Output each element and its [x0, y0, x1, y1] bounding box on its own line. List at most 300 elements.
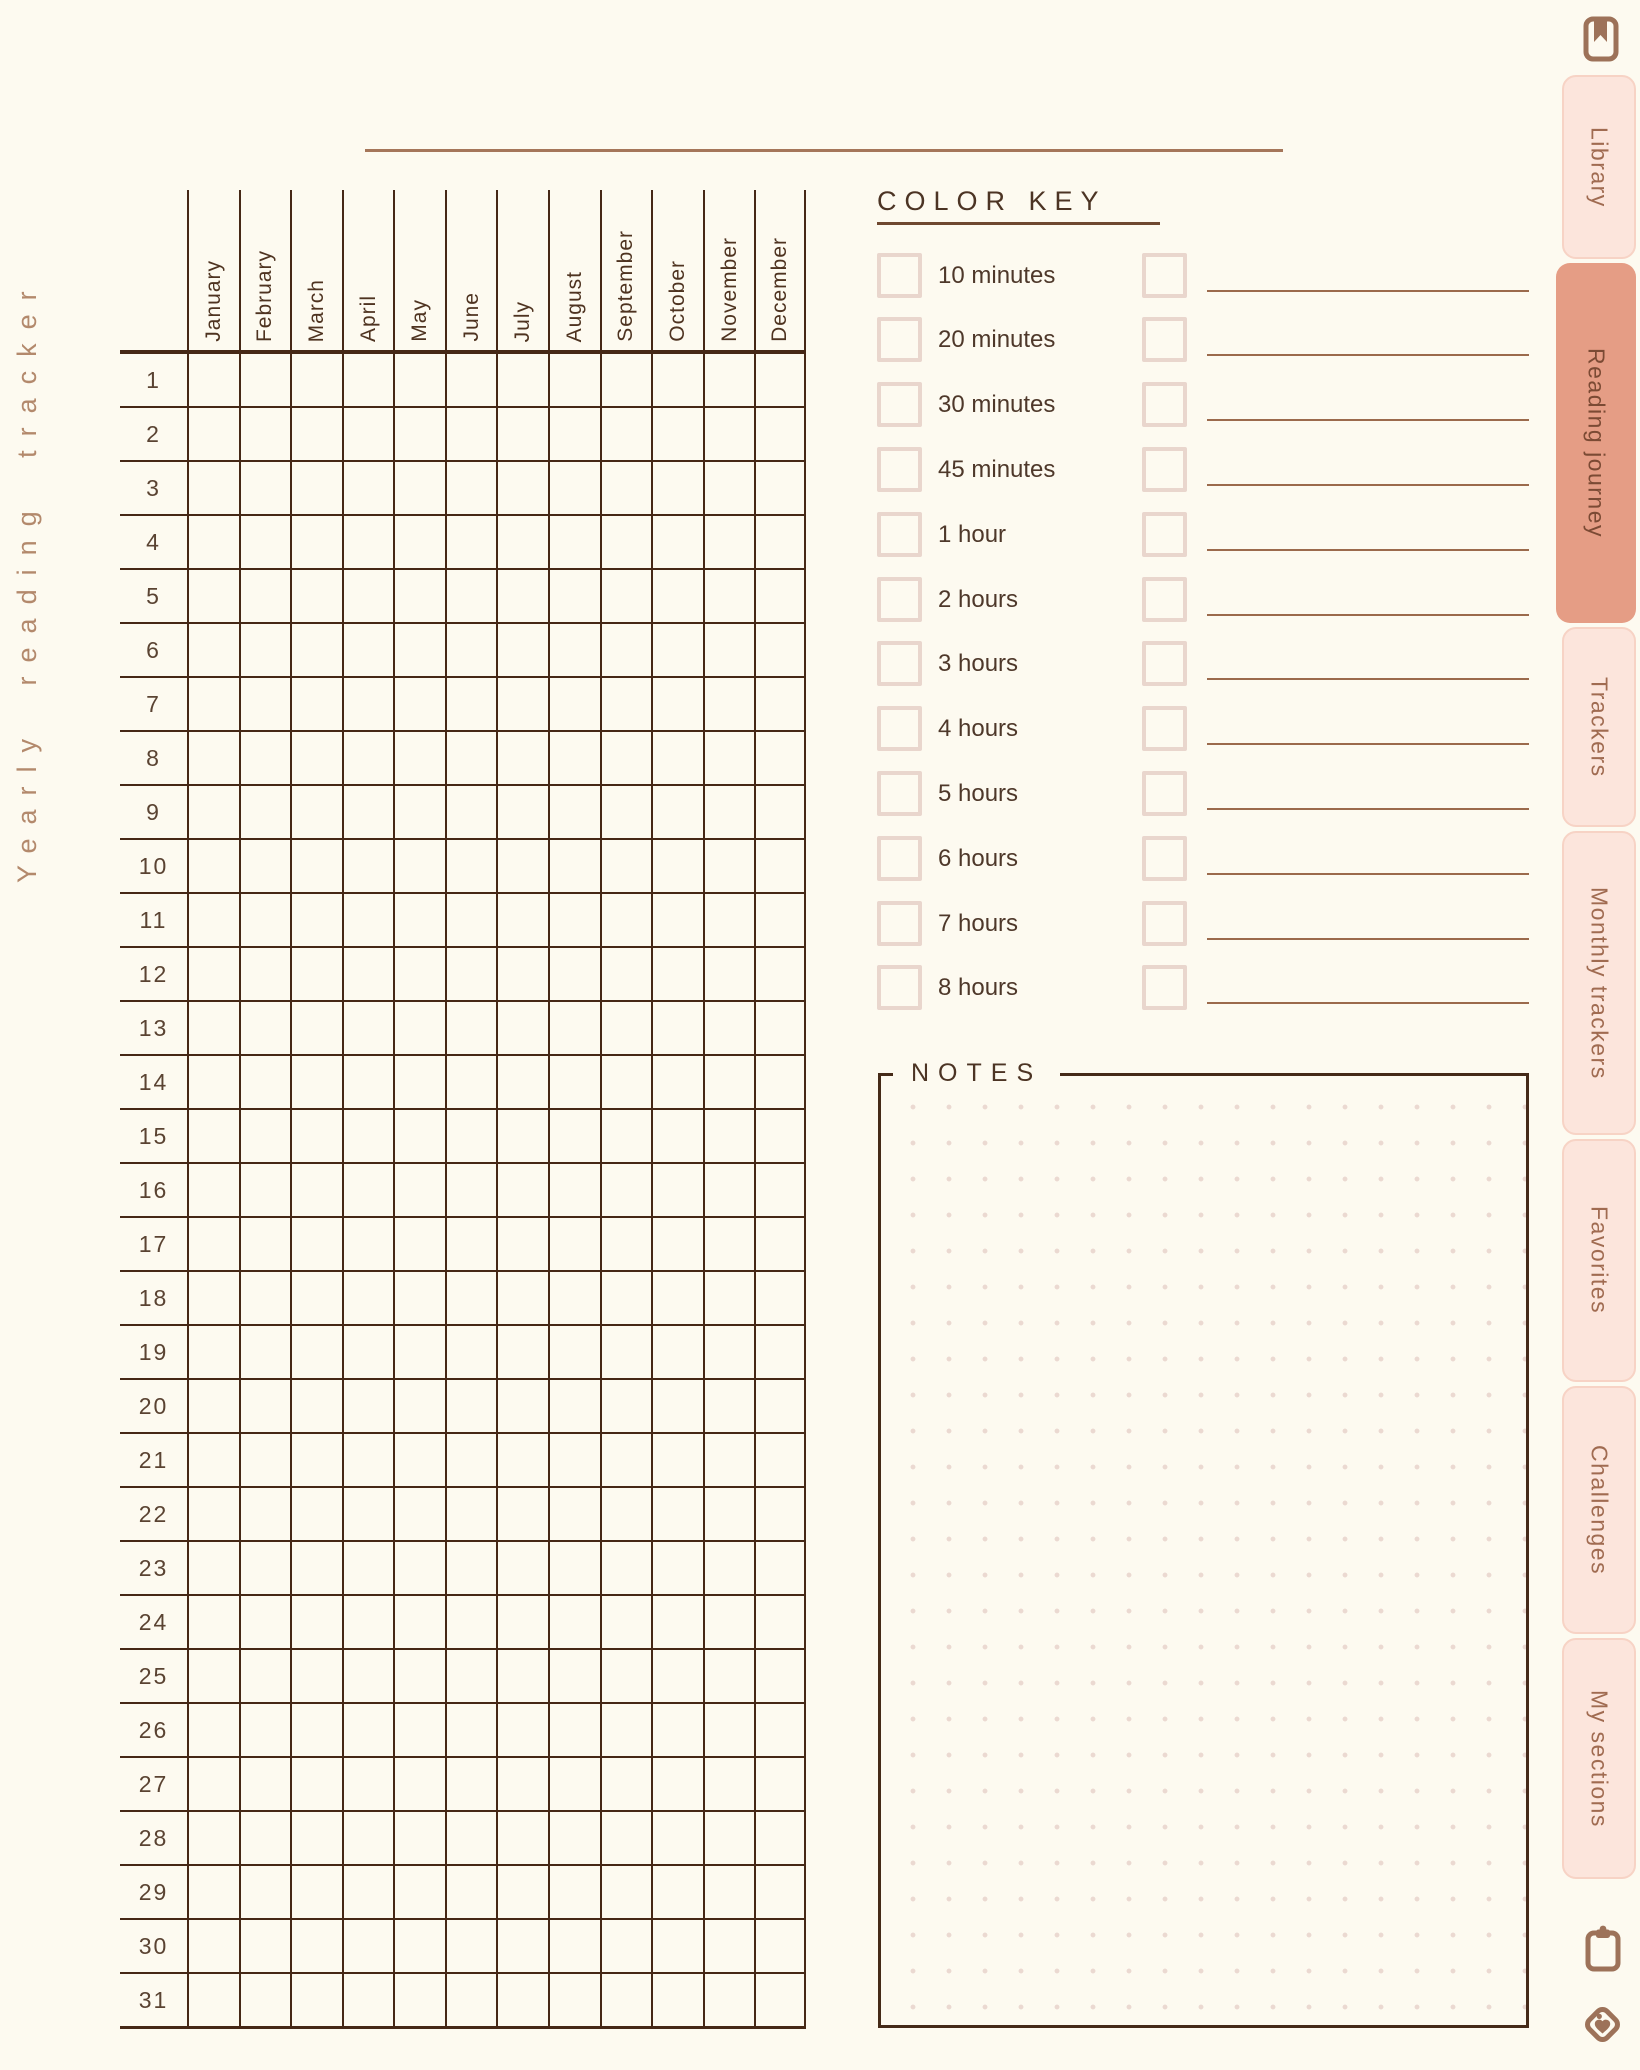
tracker-cell-january-13[interactable]: [187, 1002, 239, 1054]
tracker-cell-september-26[interactable]: [600, 1704, 652, 1756]
tracker-cell-december-5[interactable]: [754, 570, 806, 622]
tracker-cell-november-14[interactable]: [703, 1056, 755, 1108]
tracker-cell-september-8[interactable]: [600, 732, 652, 784]
tracker-cell-march-8[interactable]: [290, 732, 342, 784]
tracker-cell-april-12[interactable]: [342, 948, 394, 1000]
tracker-cell-december-14[interactable]: [754, 1056, 806, 1108]
tracker-cell-march-31[interactable]: [290, 1974, 342, 2026]
tracker-cell-february-19[interactable]: [239, 1326, 291, 1378]
tracker-cell-december-30[interactable]: [754, 1920, 806, 1972]
tracker-cell-may-27[interactable]: [393, 1758, 445, 1810]
tracker-cell-february-10[interactable]: [239, 840, 291, 892]
tracker-cell-december-8[interactable]: [754, 732, 806, 784]
tracker-cell-october-5[interactable]: [651, 570, 703, 622]
tracker-cell-may-10[interactable]: [393, 840, 445, 892]
tracker-cell-august-23[interactable]: [548, 1542, 600, 1594]
tracker-cell-april-13[interactable]: [342, 1002, 394, 1054]
tracker-cell-october-27[interactable]: [651, 1758, 703, 1810]
color-key-custom-checkbox[interactable]: [1142, 253, 1187, 298]
tracker-cell-october-9[interactable]: [651, 786, 703, 838]
tracker-cell-december-18[interactable]: [754, 1272, 806, 1324]
tracker-cell-december-13[interactable]: [754, 1002, 806, 1054]
tracker-cell-february-31[interactable]: [239, 1974, 291, 2026]
tracker-cell-december-11[interactable]: [754, 894, 806, 946]
tracker-cell-july-3[interactable]: [496, 462, 548, 514]
tracker-cell-october-24[interactable]: [651, 1596, 703, 1648]
tracker-cell-september-21[interactable]: [600, 1434, 652, 1486]
tracker-cell-april-4[interactable]: [342, 516, 394, 568]
tracker-cell-february-17[interactable]: [239, 1218, 291, 1270]
tracker-cell-june-16[interactable]: [445, 1164, 497, 1216]
tracker-cell-august-3[interactable]: [548, 462, 600, 514]
tracker-cell-august-7[interactable]: [548, 678, 600, 730]
tracker-cell-march-13[interactable]: [290, 1002, 342, 1054]
tracker-cell-april-18[interactable]: [342, 1272, 394, 1324]
tracker-cell-july-14[interactable]: [496, 1056, 548, 1108]
tracker-cell-august-6[interactable]: [548, 624, 600, 676]
tracker-cell-june-14[interactable]: [445, 1056, 497, 1108]
tracker-cell-february-13[interactable]: [239, 1002, 291, 1054]
tracker-cell-march-21[interactable]: [290, 1434, 342, 1486]
tracker-cell-april-29[interactable]: [342, 1866, 394, 1918]
tracker-cell-january-16[interactable]: [187, 1164, 239, 1216]
tracker-cell-april-20[interactable]: [342, 1380, 394, 1432]
tracker-cell-september-15[interactable]: [600, 1110, 652, 1162]
tracker-cell-january-18[interactable]: [187, 1272, 239, 1324]
tracker-cell-july-29[interactable]: [496, 1866, 548, 1918]
tracker-cell-january-5[interactable]: [187, 570, 239, 622]
tracker-cell-december-15[interactable]: [754, 1110, 806, 1162]
tracker-cell-november-15[interactable]: [703, 1110, 755, 1162]
tracker-cell-may-20[interactable]: [393, 1380, 445, 1432]
tracker-cell-february-11[interactable]: [239, 894, 291, 946]
tracker-cell-december-12[interactable]: [754, 948, 806, 1000]
color-key-custom-checkbox[interactable]: [1142, 512, 1187, 557]
color-key-write-in-line[interactable]: [1207, 354, 1529, 356]
color-key-custom-checkbox[interactable]: [1142, 706, 1187, 751]
tag-heart-icon[interactable]: [1578, 2000, 1627, 2049]
tracker-cell-october-18[interactable]: [651, 1272, 703, 1324]
tracker-cell-november-17[interactable]: [703, 1218, 755, 1270]
tracker-cell-november-7[interactable]: [703, 678, 755, 730]
tracker-cell-march-24[interactable]: [290, 1596, 342, 1648]
tracker-cell-may-9[interactable]: [393, 786, 445, 838]
color-key-write-in-line[interactable]: [1207, 678, 1529, 680]
tracker-cell-september-25[interactable]: [600, 1650, 652, 1702]
tracker-cell-september-2[interactable]: [600, 408, 652, 460]
tracker-cell-august-28[interactable]: [548, 1812, 600, 1864]
tracker-cell-january-29[interactable]: [187, 1866, 239, 1918]
tracker-cell-december-23[interactable]: [754, 1542, 806, 1594]
tracker-cell-november-23[interactable]: [703, 1542, 755, 1594]
tracker-cell-march-3[interactable]: [290, 462, 342, 514]
tracker-cell-november-4[interactable]: [703, 516, 755, 568]
tracker-cell-december-21[interactable]: [754, 1434, 806, 1486]
tracker-cell-october-22[interactable]: [651, 1488, 703, 1540]
tracker-cell-november-21[interactable]: [703, 1434, 755, 1486]
tracker-cell-february-18[interactable]: [239, 1272, 291, 1324]
tracker-cell-july-18[interactable]: [496, 1272, 548, 1324]
tracker-cell-october-12[interactable]: [651, 948, 703, 1000]
tracker-cell-august-14[interactable]: [548, 1056, 600, 1108]
tracker-cell-april-24[interactable]: [342, 1596, 394, 1648]
color-key-write-in-line[interactable]: [1207, 614, 1529, 616]
tracker-cell-june-15[interactable]: [445, 1110, 497, 1162]
tracker-cell-september-23[interactable]: [600, 1542, 652, 1594]
tracker-cell-april-26[interactable]: [342, 1704, 394, 1756]
tracker-cell-august-26[interactable]: [548, 1704, 600, 1756]
tracker-cell-february-22[interactable]: [239, 1488, 291, 1540]
tracker-cell-november-24[interactable]: [703, 1596, 755, 1648]
tracker-cell-december-28[interactable]: [754, 1812, 806, 1864]
color-key-checkbox[interactable]: [877, 253, 922, 298]
tracker-cell-february-23[interactable]: [239, 1542, 291, 1594]
tracker-cell-october-28[interactable]: [651, 1812, 703, 1864]
tracker-cell-may-11[interactable]: [393, 894, 445, 946]
tracker-cell-november-12[interactable]: [703, 948, 755, 1000]
tracker-cell-may-12[interactable]: [393, 948, 445, 1000]
tab-my-sections[interactable]: [1562, 1638, 1636, 1879]
tracker-cell-may-14[interactable]: [393, 1056, 445, 1108]
tracker-cell-june-31[interactable]: [445, 1974, 497, 2026]
tracker-cell-april-11[interactable]: [342, 894, 394, 946]
color-key-checkbox[interactable]: [877, 447, 922, 492]
tracker-cell-march-1[interactable]: [290, 354, 342, 406]
tracker-cell-february-6[interactable]: [239, 624, 291, 676]
tracker-cell-january-27[interactable]: [187, 1758, 239, 1810]
tracker-cell-december-10[interactable]: [754, 840, 806, 892]
color-key-checkbox[interactable]: [877, 577, 922, 622]
tracker-cell-july-13[interactable]: [496, 1002, 548, 1054]
tracker-cell-july-16[interactable]: [496, 1164, 548, 1216]
tracker-cell-april-22[interactable]: [342, 1488, 394, 1540]
tracker-cell-may-24[interactable]: [393, 1596, 445, 1648]
tracker-cell-july-17[interactable]: [496, 1218, 548, 1270]
tracker-cell-july-15[interactable]: [496, 1110, 548, 1162]
tracker-cell-march-22[interactable]: [290, 1488, 342, 1540]
tracker-cell-november-28[interactable]: [703, 1812, 755, 1864]
tracker-cell-june-11[interactable]: [445, 894, 497, 946]
tracker-cell-april-14[interactable]: [342, 1056, 394, 1108]
tracker-cell-february-14[interactable]: [239, 1056, 291, 1108]
tracker-cell-november-19[interactable]: [703, 1326, 755, 1378]
tracker-cell-july-31[interactable]: [496, 1974, 548, 2026]
tracker-cell-september-11[interactable]: [600, 894, 652, 946]
tracker-cell-june-13[interactable]: [445, 1002, 497, 1054]
tracker-cell-october-31[interactable]: [651, 1974, 703, 2026]
tracker-cell-july-25[interactable]: [496, 1650, 548, 1702]
tracker-cell-july-2[interactable]: [496, 408, 548, 460]
color-key-checkbox[interactable]: [877, 706, 922, 751]
tracker-cell-september-7[interactable]: [600, 678, 652, 730]
tracker-cell-august-15[interactable]: [548, 1110, 600, 1162]
tracker-cell-april-6[interactable]: [342, 624, 394, 676]
tracker-cell-august-4[interactable]: [548, 516, 600, 568]
tracker-cell-september-24[interactable]: [600, 1596, 652, 1648]
tracker-cell-october-17[interactable]: [651, 1218, 703, 1270]
color-key-write-in-line[interactable]: [1207, 484, 1529, 486]
tracker-cell-april-15[interactable]: [342, 1110, 394, 1162]
tracker-cell-november-10[interactable]: [703, 840, 755, 892]
tracker-cell-april-10[interactable]: [342, 840, 394, 892]
tracker-cell-october-11[interactable]: [651, 894, 703, 946]
color-key-checkbox[interactable]: [877, 965, 922, 1010]
tracker-cell-february-15[interactable]: [239, 1110, 291, 1162]
tracker-cell-november-30[interactable]: [703, 1920, 755, 1972]
tracker-cell-april-27[interactable]: [342, 1758, 394, 1810]
tracker-cell-january-21[interactable]: [187, 1434, 239, 1486]
tracker-cell-july-28[interactable]: [496, 1812, 548, 1864]
tracker-cell-june-4[interactable]: [445, 516, 497, 568]
tracker-cell-may-8[interactable]: [393, 732, 445, 784]
tracker-cell-january-28[interactable]: [187, 1812, 239, 1864]
tracker-cell-september-12[interactable]: [600, 948, 652, 1000]
color-key-write-in-line[interactable]: [1207, 808, 1529, 810]
tracker-cell-february-27[interactable]: [239, 1758, 291, 1810]
tracker-cell-may-29[interactable]: [393, 1866, 445, 1918]
tracker-cell-june-6[interactable]: [445, 624, 497, 676]
tracker-cell-may-17[interactable]: [393, 1218, 445, 1270]
tracker-cell-march-25[interactable]: [290, 1650, 342, 1702]
color-key-checkbox[interactable]: [877, 901, 922, 946]
color-key-checkbox[interactable]: [877, 317, 922, 362]
color-key-write-in-line[interactable]: [1207, 873, 1529, 875]
tracker-cell-march-15[interactable]: [290, 1110, 342, 1162]
tracker-cell-may-30[interactable]: [393, 1920, 445, 1972]
tracker-cell-september-31[interactable]: [600, 1974, 652, 2026]
tracker-cell-september-16[interactable]: [600, 1164, 652, 1216]
tracker-cell-july-23[interactable]: [496, 1542, 548, 1594]
tracker-cell-october-19[interactable]: [651, 1326, 703, 1378]
tracker-cell-december-29[interactable]: [754, 1866, 806, 1918]
tracker-cell-january-26[interactable]: [187, 1704, 239, 1756]
tab-reading-journey[interactable]: [1556, 263, 1636, 623]
tracker-cell-february-26[interactable]: [239, 1704, 291, 1756]
tracker-cell-july-7[interactable]: [496, 678, 548, 730]
color-key-checkbox[interactable]: [877, 836, 922, 881]
tracker-cell-may-6[interactable]: [393, 624, 445, 676]
tracker-cell-march-27[interactable]: [290, 1758, 342, 1810]
tracker-cell-august-9[interactable]: [548, 786, 600, 838]
tracker-cell-november-5[interactable]: [703, 570, 755, 622]
tracker-cell-april-31[interactable]: [342, 1974, 394, 2026]
tracker-cell-march-29[interactable]: [290, 1866, 342, 1918]
tracker-cell-january-30[interactable]: [187, 1920, 239, 1972]
color-key-custom-checkbox[interactable]: [1142, 577, 1187, 622]
tracker-cell-september-5[interactable]: [600, 570, 652, 622]
tracker-cell-november-9[interactable]: [703, 786, 755, 838]
tracker-cell-august-12[interactable]: [548, 948, 600, 1000]
tracker-cell-july-5[interactable]: [496, 570, 548, 622]
tracker-cell-october-2[interactable]: [651, 408, 703, 460]
tracker-cell-april-23[interactable]: [342, 1542, 394, 1594]
tracker-cell-june-2[interactable]: [445, 408, 497, 460]
tracker-cell-september-18[interactable]: [600, 1272, 652, 1324]
tracker-cell-january-9[interactable]: [187, 786, 239, 838]
tracker-cell-january-20[interactable]: [187, 1380, 239, 1432]
tracker-cell-june-21[interactable]: [445, 1434, 497, 1486]
color-key-custom-checkbox[interactable]: [1142, 901, 1187, 946]
tracker-cell-november-16[interactable]: [703, 1164, 755, 1216]
tracker-cell-november-31[interactable]: [703, 1974, 755, 2026]
tracker-cell-january-2[interactable]: [187, 408, 239, 460]
tracker-cell-september-14[interactable]: [600, 1056, 652, 1108]
tracker-cell-october-20[interactable]: [651, 1380, 703, 1432]
tracker-cell-march-30[interactable]: [290, 1920, 342, 1972]
tracker-cell-june-20[interactable]: [445, 1380, 497, 1432]
tracker-cell-october-29[interactable]: [651, 1866, 703, 1918]
tracker-cell-april-7[interactable]: [342, 678, 394, 730]
tracker-cell-march-18[interactable]: [290, 1272, 342, 1324]
tracker-cell-october-1[interactable]: [651, 354, 703, 406]
tracker-cell-june-22[interactable]: [445, 1488, 497, 1540]
tracker-cell-october-15[interactable]: [651, 1110, 703, 1162]
tracker-cell-march-6[interactable]: [290, 624, 342, 676]
tracker-cell-july-21[interactable]: [496, 1434, 548, 1486]
tracker-cell-november-22[interactable]: [703, 1488, 755, 1540]
tracker-cell-december-4[interactable]: [754, 516, 806, 568]
tracker-cell-january-8[interactable]: [187, 732, 239, 784]
tab-library[interactable]: [1562, 75, 1636, 259]
tracker-cell-february-4[interactable]: [239, 516, 291, 568]
tracker-cell-october-3[interactable]: [651, 462, 703, 514]
tracker-cell-april-19[interactable]: [342, 1326, 394, 1378]
tracker-cell-october-25[interactable]: [651, 1650, 703, 1702]
tracker-cell-may-2[interactable]: [393, 408, 445, 460]
tracker-cell-july-19[interactable]: [496, 1326, 548, 1378]
color-key-custom-checkbox[interactable]: [1142, 382, 1187, 427]
tracker-cell-april-1[interactable]: [342, 354, 394, 406]
tracker-cell-february-1[interactable]: [239, 354, 291, 406]
tracker-cell-february-12[interactable]: [239, 948, 291, 1000]
tracker-cell-january-6[interactable]: [187, 624, 239, 676]
tracker-cell-october-4[interactable]: [651, 516, 703, 568]
tracker-cell-march-2[interactable]: [290, 408, 342, 460]
tracker-cell-may-21[interactable]: [393, 1434, 445, 1486]
tracker-cell-may-26[interactable]: [393, 1704, 445, 1756]
tracker-cell-october-21[interactable]: [651, 1434, 703, 1486]
tracker-cell-september-10[interactable]: [600, 840, 652, 892]
tracker-cell-june-7[interactable]: [445, 678, 497, 730]
tracker-cell-may-3[interactable]: [393, 462, 445, 514]
tracker-cell-february-8[interactable]: [239, 732, 291, 784]
tracker-cell-march-23[interactable]: [290, 1542, 342, 1594]
tracker-cell-february-5[interactable]: [239, 570, 291, 622]
tracker-cell-april-9[interactable]: [342, 786, 394, 838]
tracker-cell-march-4[interactable]: [290, 516, 342, 568]
tracker-cell-july-1[interactable]: [496, 354, 548, 406]
tracker-cell-november-6[interactable]: [703, 624, 755, 676]
tracker-cell-august-5[interactable]: [548, 570, 600, 622]
tracker-cell-april-25[interactable]: [342, 1650, 394, 1702]
tracker-cell-may-18[interactable]: [393, 1272, 445, 1324]
tracker-cell-march-14[interactable]: [290, 1056, 342, 1108]
tracker-cell-may-16[interactable]: [393, 1164, 445, 1216]
tracker-cell-october-16[interactable]: [651, 1164, 703, 1216]
tracker-cell-october-8[interactable]: [651, 732, 703, 784]
tracker-cell-march-7[interactable]: [290, 678, 342, 730]
tracker-cell-july-24[interactable]: [496, 1596, 548, 1648]
tracker-cell-april-2[interactable]: [342, 408, 394, 460]
tracker-cell-october-23[interactable]: [651, 1542, 703, 1594]
tracker-cell-december-20[interactable]: [754, 1380, 806, 1432]
color-key-custom-checkbox[interactable]: [1142, 965, 1187, 1010]
tracker-cell-march-19[interactable]: [290, 1326, 342, 1378]
tracker-cell-june-24[interactable]: [445, 1596, 497, 1648]
tracker-cell-december-16[interactable]: [754, 1164, 806, 1216]
tracker-cell-august-8[interactable]: [548, 732, 600, 784]
tracker-cell-september-28[interactable]: [600, 1812, 652, 1864]
tab-monthly-trackers[interactable]: [1562, 831, 1636, 1135]
tracker-cell-august-13[interactable]: [548, 1002, 600, 1054]
tracker-cell-july-22[interactable]: [496, 1488, 548, 1540]
tracker-cell-october-10[interactable]: [651, 840, 703, 892]
notes-box[interactable]: [878, 1059, 1529, 2028]
tracker-cell-february-2[interactable]: [239, 408, 291, 460]
tracker-cell-february-21[interactable]: [239, 1434, 291, 1486]
tracker-cell-june-9[interactable]: [445, 786, 497, 838]
tracker-cell-january-3[interactable]: [187, 462, 239, 514]
tracker-cell-august-16[interactable]: [548, 1164, 600, 1216]
tracker-cell-august-24[interactable]: [548, 1596, 600, 1648]
tracker-cell-may-28[interactable]: [393, 1812, 445, 1864]
tracker-cell-july-9[interactable]: [496, 786, 548, 838]
tracker-cell-january-4[interactable]: [187, 516, 239, 568]
tracker-cell-june-23[interactable]: [445, 1542, 497, 1594]
tracker-cell-october-30[interactable]: [651, 1920, 703, 1972]
tracker-cell-july-20[interactable]: [496, 1380, 548, 1432]
color-key-custom-checkbox[interactable]: [1142, 836, 1187, 881]
tracker-cell-february-29[interactable]: [239, 1866, 291, 1918]
tracker-cell-february-20[interactable]: [239, 1380, 291, 1432]
tracker-cell-february-24[interactable]: [239, 1596, 291, 1648]
tracker-cell-july-10[interactable]: [496, 840, 548, 892]
tracker-cell-december-17[interactable]: [754, 1218, 806, 1270]
tracker-cell-august-25[interactable]: [548, 1650, 600, 1702]
tracker-cell-march-11[interactable]: [290, 894, 342, 946]
tracker-cell-september-9[interactable]: [600, 786, 652, 838]
tracker-cell-august-22[interactable]: [548, 1488, 600, 1540]
tracker-cell-may-7[interactable]: [393, 678, 445, 730]
tracker-cell-october-14[interactable]: [651, 1056, 703, 1108]
tracker-cell-june-1[interactable]: [445, 354, 497, 406]
tracker-cell-august-30[interactable]: [548, 1920, 600, 1972]
tracker-cell-june-12[interactable]: [445, 948, 497, 1000]
tracker-cell-june-17[interactable]: [445, 1218, 497, 1270]
tracker-cell-september-4[interactable]: [600, 516, 652, 568]
tracker-cell-february-16[interactable]: [239, 1164, 291, 1216]
tracker-cell-september-30[interactable]: [600, 1920, 652, 1972]
tracker-cell-may-13[interactable]: [393, 1002, 445, 1054]
tracker-cell-september-17[interactable]: [600, 1218, 652, 1270]
tracker-cell-march-26[interactable]: [290, 1704, 342, 1756]
tracker-cell-september-1[interactable]: [600, 354, 652, 406]
bookmark-icon[interactable]: [1583, 16, 1619, 62]
tracker-cell-january-12[interactable]: [187, 948, 239, 1000]
tracker-cell-january-23[interactable]: [187, 1542, 239, 1594]
tracker-cell-may-31[interactable]: [393, 1974, 445, 2026]
tracker-cell-july-27[interactable]: [496, 1758, 548, 1810]
tracker-cell-june-28[interactable]: [445, 1812, 497, 1864]
tracker-cell-july-11[interactable]: [496, 894, 548, 946]
tracker-cell-june-27[interactable]: [445, 1758, 497, 1810]
tracker-cell-august-19[interactable]: [548, 1326, 600, 1378]
color-key-checkbox[interactable]: [877, 382, 922, 427]
color-key-custom-checkbox[interactable]: [1142, 447, 1187, 492]
tracker-cell-may-19[interactable]: [393, 1326, 445, 1378]
tracker-cell-july-8[interactable]: [496, 732, 548, 784]
tracker-cell-december-2[interactable]: [754, 408, 806, 460]
